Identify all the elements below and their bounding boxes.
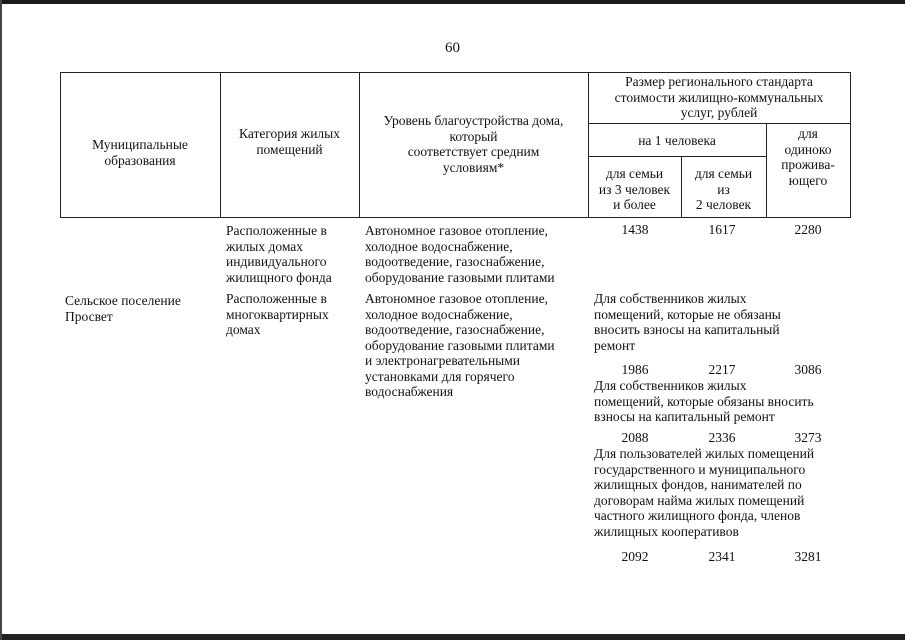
category-apartment: Расположенные в многоквартирных домах xyxy=(226,291,329,337)
municipality-name: Сельское поселение Просвет xyxy=(65,293,181,324)
value-family-2: 2341 xyxy=(708,549,736,564)
header-per-person: на 1 человека xyxy=(638,133,716,148)
note-tenants: Для пользователей жилых помещений государственного и муниципального жилищных фондов, нанимателей по договорам найма жилых помещений частного жилищного фонда, членов жилищных кооперативов xyxy=(594,446,815,539)
note-owners-obliged: Для собственников жилых помещений, которые обязаны вносить взносы на капитальный ремонт xyxy=(594,378,814,424)
value-family-2: 1617 xyxy=(708,222,736,237)
level-individual: Автономное газовое отопление, холодное водоснабжение, водоотведение, газоснабжение, оборудование газовыми плитами xyxy=(365,223,555,285)
value-single: 3273 xyxy=(794,430,822,445)
value-family-3: 1986 xyxy=(621,362,649,377)
scan-border-bottom xyxy=(0,634,905,640)
header-category: Категория жилых помещений xyxy=(239,126,340,157)
value-single: 2280 xyxy=(794,222,822,237)
header-family-3: для семьи из 3 человек и более xyxy=(598,166,671,212)
value-family-3: 2092 xyxy=(621,549,649,564)
header-family-2: для семьи из 2 человек xyxy=(694,166,753,212)
scan-border-left xyxy=(0,0,2,640)
table-top-border xyxy=(60,72,851,73)
header-level: Уровень благоустройства дома, который соответствует средним условиям* xyxy=(383,113,564,175)
header-municipal: Муниципальные образования xyxy=(92,137,188,168)
per-person-split-line xyxy=(588,156,766,157)
header-standard: Размер регионального стандарта стоимости жилищно-коммунальных услуг, рублей xyxy=(614,74,824,120)
value-family-3: 1438 xyxy=(621,222,649,237)
page-number: 60 xyxy=(445,40,460,56)
header-right-border xyxy=(850,72,851,218)
value-family-3: 2088 xyxy=(621,430,649,445)
value-single: 3281 xyxy=(794,549,822,564)
scan-border-top xyxy=(0,0,905,4)
value-family-2: 2336 xyxy=(708,430,736,445)
category-individual: Расположенные в жилых домах индивидуального жилищного фонда xyxy=(226,223,332,285)
level-apartment: Автономное газовое отопление, холодное водоснабжение, водоотведение, газоснабжение, оборудование газовыми плитами и электронагревательными установками для горячего водоснабжения xyxy=(365,291,555,399)
note-owners-exempt: Для собственников жилых помещений, которые не обязаны вносить взносы на капитальный ремонт xyxy=(594,291,781,353)
value-single: 3086 xyxy=(794,362,822,377)
header-split-line xyxy=(588,123,851,124)
header-single: для одиноко прожива- ющего xyxy=(781,126,835,188)
header-bottom-border xyxy=(60,217,851,218)
value-family-2: 2217 xyxy=(708,362,736,377)
